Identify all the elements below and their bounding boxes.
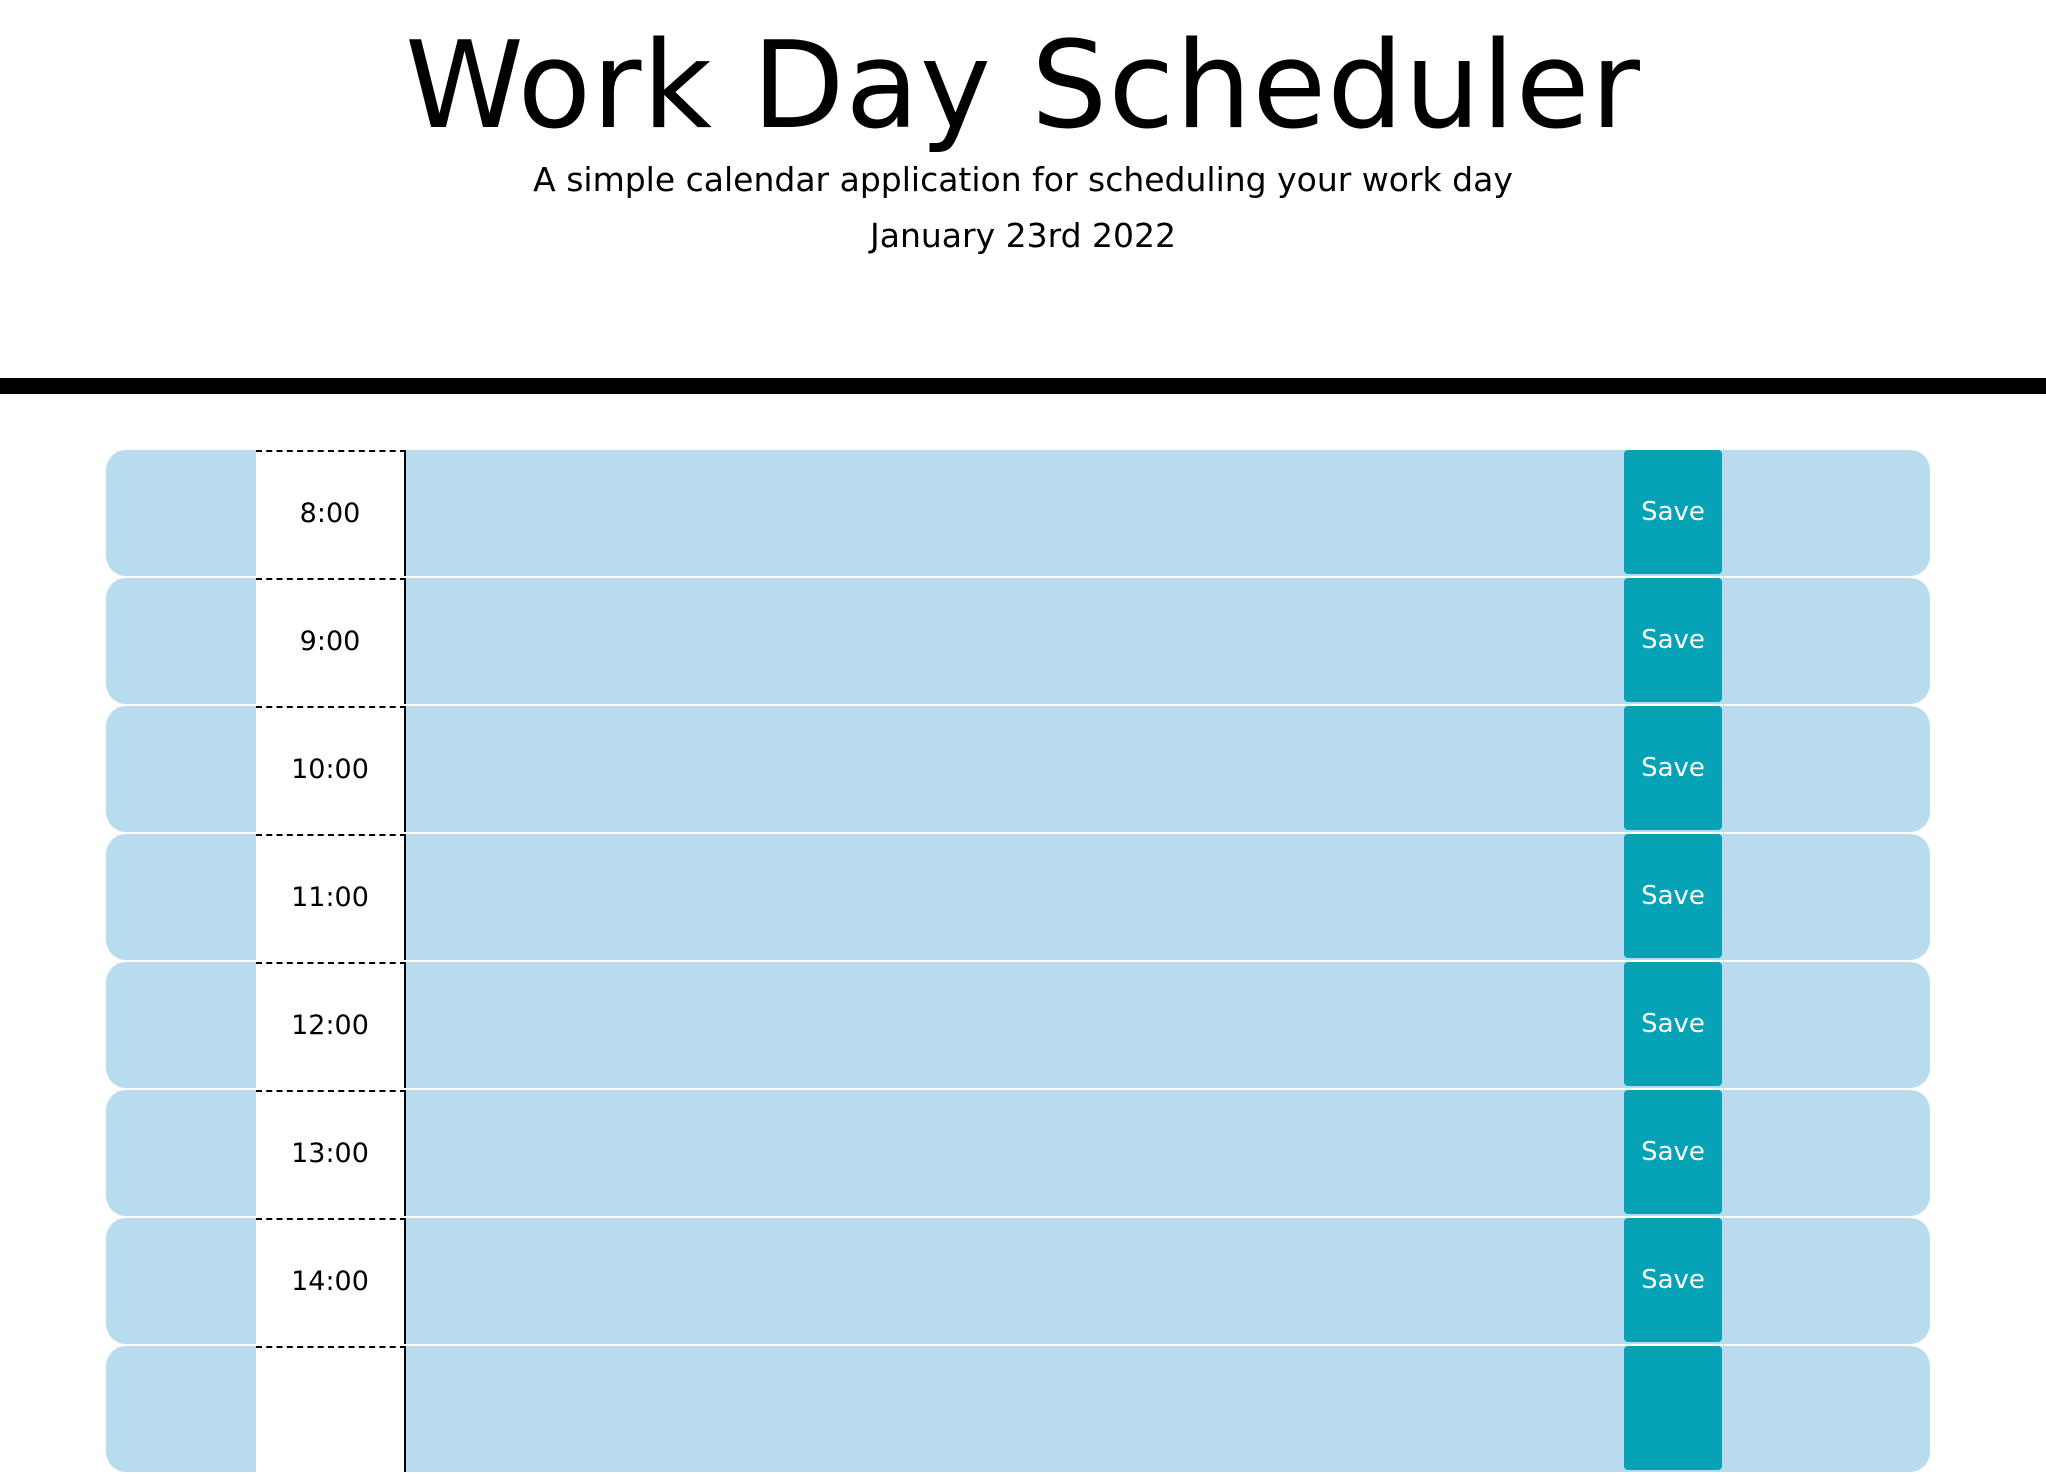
time-block-row <box>106 1346 1930 1472</box>
save-button[interactable]: Save <box>1624 578 1722 702</box>
event-description-input[interactable] <box>408 962 1728 1088</box>
event-description-input[interactable] <box>408 450 1728 576</box>
header <box>0 0 2046 378</box>
hour-label: 9:00 <box>256 578 406 704</box>
hour-label: 8:00 <box>256 450 406 576</box>
hour-label: 11:00 <box>256 834 406 960</box>
save-button[interactable]: Save <box>1624 1090 1722 1214</box>
save-button[interactable]: Save <box>1624 1218 1722 1342</box>
hour-label: 14:00 <box>256 1218 406 1344</box>
save-button[interactable]: Save <box>1624 706 1722 830</box>
event-description-input[interactable] <box>408 706 1728 832</box>
event-description-input[interactable] <box>408 1090 1728 1216</box>
hour-label: 10:00 <box>256 706 406 832</box>
event-description-input[interactable] <box>408 1346 1728 1472</box>
save-button[interactable] <box>1624 1346 1722 1470</box>
time-block-row <box>106 834 1930 960</box>
hour-label <box>256 1346 406 1472</box>
page-title: Work Day Scheduler <box>405 17 1641 156</box>
hour-label: 13:00 <box>256 1090 406 1216</box>
current-date: January 23rd 2022 <box>870 216 1176 255</box>
time-block-row <box>106 1090 1930 1216</box>
event-description-input[interactable] <box>408 834 1728 960</box>
time-block-row <box>106 450 1930 576</box>
hour-label: 12:00 <box>256 962 406 1088</box>
time-block-row <box>106 578 1930 704</box>
header-divider <box>0 378 2046 394</box>
event-description-input[interactable] <box>408 578 1728 704</box>
page-subtitle: A simple calendar application for scheduling your work day <box>533 160 1513 199</box>
save-button[interactable]: Save <box>1624 962 1722 1086</box>
time-block-list <box>106 450 1930 1474</box>
save-button[interactable]: Save <box>1624 834 1722 958</box>
event-description-input[interactable] <box>408 1218 1728 1344</box>
time-block-row <box>106 1218 1930 1344</box>
save-button[interactable]: Save <box>1624 450 1722 574</box>
time-block-row <box>106 962 1930 1088</box>
time-block-row <box>106 706 1930 832</box>
